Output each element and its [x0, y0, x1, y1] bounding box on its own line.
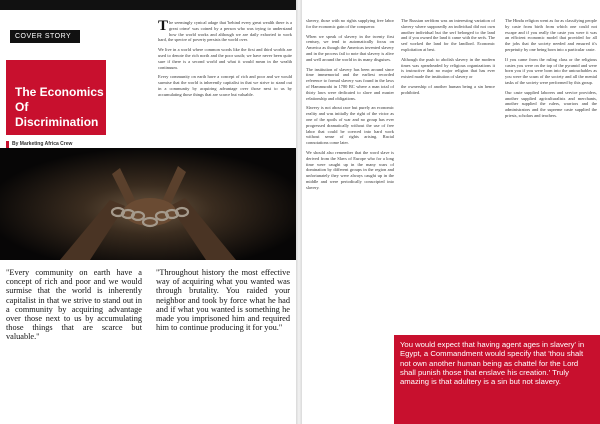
col4-para: If you came from the ruling class or the religious castes you were on the top of the pyramid and were born you if you were born into the untouchables as you were the scum of the society and all the menial tasks of the society were performed by this group. — [505, 56, 597, 85]
page-title: The Economics Of Discrimination — [15, 85, 104, 129]
col3-para: Although the push to abolish slavery in the modern times was spearheaded by religious organizations it is instructive that no major religion that has ever existed made the institution of slavery or — [401, 56, 495, 80]
article-column-4 — [505, 18, 597, 123]
byline: By Marketing Africa Crew — [12, 141, 73, 147]
col2-para: slavery, those with no rights supplying free labor for the economic gain of the conqueror. — [306, 18, 394, 29]
chained-hands-photo — [0, 148, 296, 260]
col2-para: The institution of slavery has been around since time immemorial and the earliest recorded reference to formal slavery was found in the laws of Hammurabi in 1780 BC where a man total of thirty laws were dedicated to slave and master relationship and obligations. — [306, 66, 394, 101]
right-page — [302, 0, 600, 424]
col2-para: When we speak of slavery in the twenty first century, we tend to automatically focus on America as though the Americas invented slavery and in the process fail to note that slavery is alive and well around the world in its many disguises. — [306, 33, 394, 62]
section-tag: COVER STORY — [10, 30, 80, 43]
col4-para: The Hindu religion went as far as classifying people by caste from birth from which one could not escape and if you really the caste you were it was an efficient economic model that provided for all the jobs that the society needed and ensured it's perpetuity by one being born into a particular caste. — [505, 18, 597, 52]
col1-para: We live in a world where common words like the first and third worlds are used to denote the rich north and the poor south; we have never been quite sure if there is a second world and what it would mean in the wealth continuum. — [158, 47, 292, 70]
pull-quote-left: "Every community on earth have a concept of rich and poor and we would surmise that the world is inherently capitalist in that we strive to stand out in a community by acquiring advantage over those next to us by accumulating those things that are scarce but valuable." — [6, 268, 142, 342]
byline-marker — [6, 141, 9, 148]
left-page — [0, 0, 296, 424]
chained-hands-illustration — [0, 148, 296, 260]
top-bar — [0, 0, 296, 10]
pull-quote-right: "Throughout history the most effective way of acquiring what you wanted was through brutality. You raided your neighbor and took by force what he had and if what you wanted is something he made you imprisoned him and required him to continue producing it for you." — [156, 268, 290, 333]
article-column-2 — [306, 18, 394, 195]
col1-para — [158, 20, 292, 43]
article-column-1 — [158, 20, 292, 102]
col4-para: Our caste supplied laborers and service providers, another supplied agriculturalists and merchants, another supplied the rulers, warriors and the administrators and the supreme caste supplied the priests, scholars and teachers. — [505, 89, 597, 118]
col2-para: Slavery is not about race but purely an economic reality and was initially the right of the victor as one of the spoils of war and no group has ever progressed dramatically without the use of free labor that could be coerced into hard work without sense of rights arising. Racial connotations come later. — [306, 105, 394, 146]
col1-para: Every community on earth have a concept of rich and poor and we would surmise that the world is inherently capitalist in that we strive to stand out in a community by acquiring advantage over those next to us by accumulating those things that are scarce but valuable. — [158, 74, 292, 97]
col3-para: the ownership of another human being a sin hence prohibited. — [401, 83, 495, 95]
col1-para-text: he seemingly cynical adage that 'behind every great wealth there is a great crime' was coined by a person who was trying to understand how the world works and although we are daily exhorted to work hard, the spectre of poverty persists the world over. — [158, 20, 292, 43]
dropcap: T — [158, 18, 169, 34]
article-column-3 — [401, 18, 495, 100]
col3-para: The Russian serfdom was an interesting variation of slavery where supposedly an individual did not own another individual but the serf belonged to the land and if you owned the land it came with the serfs. The serf worked the land for the landlord. Economic exploitation at best. — [401, 18, 495, 52]
highlight-quote: You would expect that having agent ages in slavery' in Egypt, a Commandment would specify that 'thou shalt not own another human being as chattel for the Lord shall punish those that enslave his creation.' Truly amazing is that adultery is a sin but not slavery. — [400, 340, 585, 387]
col2-para: We should also remember that the word slave is derived from the Slavs of Europe who for a long time were caught up in the many wars of domination by different groups in the region and unfortunately they were always caught up in the middle and were periodically conscripted into slavery. — [306, 149, 394, 190]
